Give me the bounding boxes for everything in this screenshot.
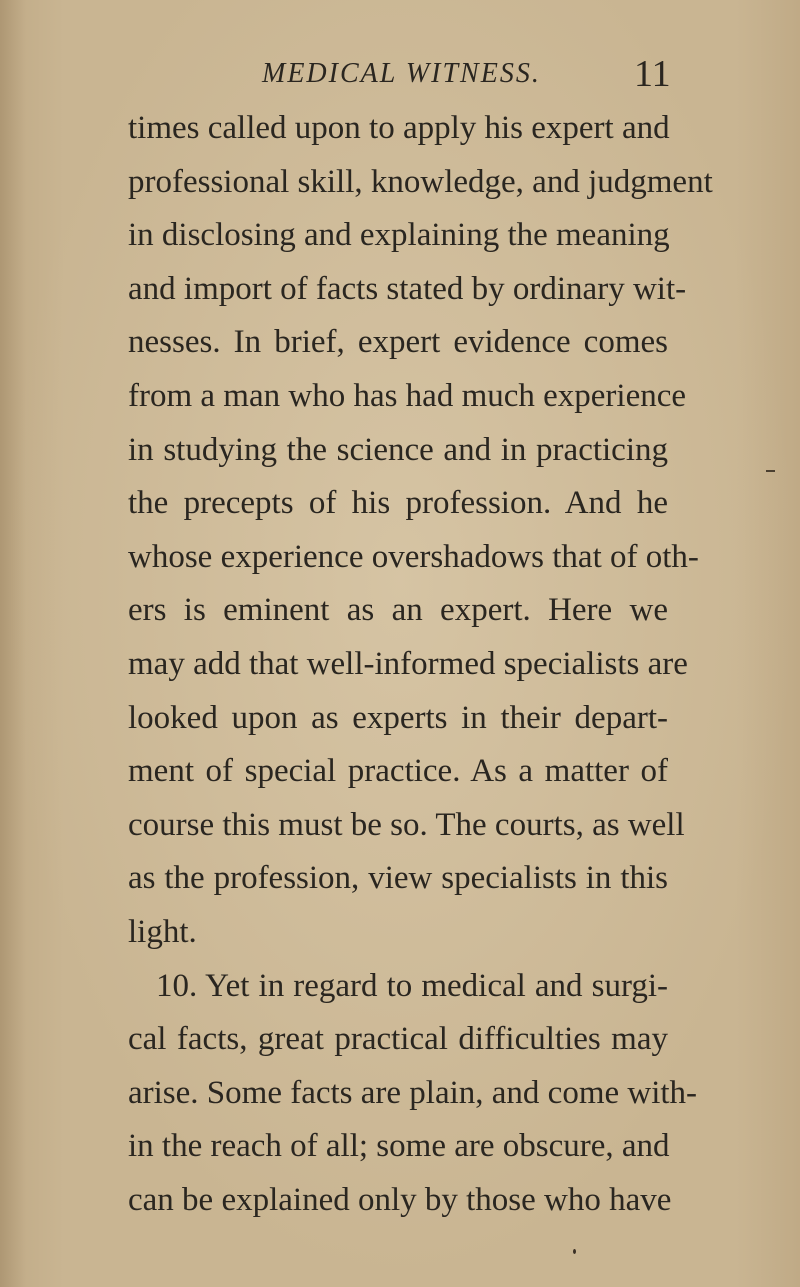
paragraph-end-line: light. — [128, 913, 197, 950]
running-title: MEDICAL WITNESS. — [262, 58, 541, 89]
text-line: arise. Some facts are plain, and come with- — [128, 1074, 698, 1111]
text-line: course this must be so. The courts, as well — [128, 806, 685, 843]
text-line: nesses. In brief, expert evidence comes — [128, 324, 668, 361]
text-line: as the profession, view specialists in this — [128, 860, 668, 897]
text-line: can be explained only by those who have — [128, 1181, 672, 1218]
text-line: in disclosing and explaining the meaning — [128, 217, 670, 254]
text-line: whose experience overshadows that of oth- — [128, 538, 699, 575]
margin-mark — [766, 470, 775, 472]
text-line: in studying the science and in practicing — [128, 431, 668, 468]
text-line: ers is eminent as an expert. Here we — [128, 592, 668, 629]
text-line: cal facts, great practical difficulties may — [128, 1021, 668, 1058]
paper-speck — [573, 1249, 576, 1254]
text-line: looked upon as experts in their depart- — [128, 699, 668, 736]
page-edge-shadow — [0, 0, 26, 1287]
text-line: may add that well-informed specialists are — [128, 645, 688, 682]
text-line: professional skill, knowledge, and judgment — [128, 163, 713, 200]
text-line: and import of facts stated by ordinary wit- — [128, 270, 687, 307]
page-header — [262, 52, 682, 98]
text-line: in the reach of all; some are obscure, and — [128, 1128, 670, 1165]
page-number: 11 — [634, 53, 671, 95]
text-line: times called upon to apply his expert and — [128, 110, 670, 146]
body-text — [128, 102, 713, 1227]
text-line: ment of special practice. As a matter of — [128, 753, 668, 790]
section-10-start-line: 10. Yet in regard to medical and surgi- — [156, 967, 668, 1004]
text-line: the precepts of his profession. And he — [128, 485, 668, 522]
text-line: from a man who has had much experience — [128, 377, 687, 414]
